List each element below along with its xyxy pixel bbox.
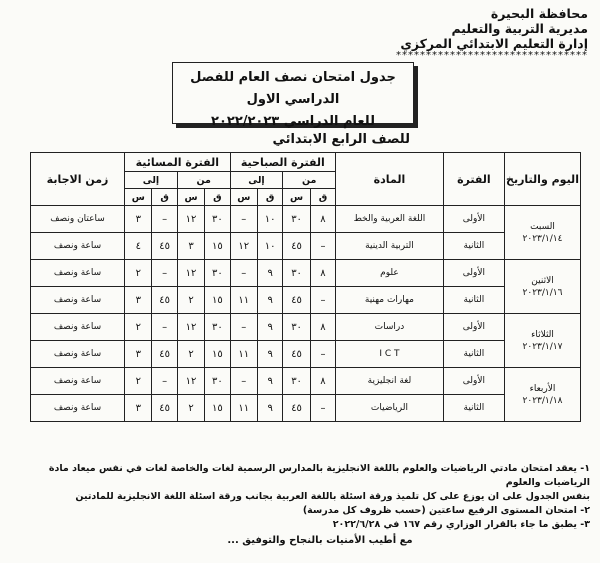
header-day-date: اليوم والتاريخ [505, 153, 581, 206]
time-cell: ١٢ [230, 233, 257, 260]
title-box [172, 62, 414, 129]
time-cell: ٢ [125, 314, 152, 341]
duration-cell: ساعة ونصف [31, 233, 125, 260]
table-row [31, 395, 581, 422]
time-cell: ٤٥ [283, 395, 310, 422]
day-name: الأربعاء [529, 383, 556, 394]
time-cell: ٣٠ [283, 260, 310, 287]
time-cell: ٨ [310, 314, 335, 341]
time-cell: ٣٠ [283, 368, 310, 395]
time-cell: – [230, 368, 257, 395]
duration-cell: ساعة ونصف [31, 260, 125, 287]
table-row [31, 287, 581, 314]
subject-cell: I C T [336, 341, 444, 368]
time-cell: ٤٥ [283, 233, 310, 260]
period-cell: الثانية [443, 287, 504, 314]
header-evening: الفترة المسائية [125, 153, 231, 172]
header-hours: س [177, 189, 204, 206]
exam-date: ٢٠٢٣/١/١٦ [522, 287, 563, 298]
header-morning-to: إلى [230, 172, 283, 189]
time-cell: ١٥ [205, 233, 230, 260]
table-row [31, 314, 581, 341]
duration-cell: ساعة ونصف [31, 287, 125, 314]
note-2: ٢- امتحان المستوى الرفيع ساعتين (حسب ظروف كل مدرسة) [302, 505, 590, 516]
time-cell: – [310, 287, 335, 314]
time-cell: ٤ [125, 233, 152, 260]
period-cell: الثانية [443, 341, 504, 368]
time-cell: – [310, 395, 335, 422]
time-cell: ٣٠ [205, 206, 230, 233]
note-1-continued: بنفس الجدول على ان يوزع على كل تلميذ ورقة اسئلة باللغة العربية بجانب ورقة اسئلة اللغة الانجليزية للمادتين [75, 491, 590, 502]
table-row [31, 341, 581, 368]
time-cell: ١٠ [258, 206, 283, 233]
time-cell: ١٥ [205, 341, 230, 368]
administration-line: إدارة التعليم الابتدائي المركزي [400, 36, 588, 51]
time-cell: ١٢ [177, 314, 204, 341]
time-cell: ٤٥ [283, 287, 310, 314]
header-minutes: ق [258, 189, 283, 206]
time-cell: ٣ [125, 341, 152, 368]
day-name: الاثنين [531, 275, 554, 286]
time-cell: ٩ [258, 287, 283, 314]
header-subject: المادة [336, 153, 444, 206]
notes-section [10, 462, 590, 532]
header-hours: س [283, 189, 310, 206]
subject-cell: الرياضيات [336, 395, 444, 422]
governorate-line: محافظة البحيرة [490, 6, 588, 21]
time-cell: ٨ [310, 206, 335, 233]
header-evening-to: إلى [125, 172, 178, 189]
time-cell: – [152, 368, 177, 395]
time-cell: ٤٥ [152, 233, 177, 260]
time-cell: ٤٥ [152, 341, 177, 368]
header-morning-from: من [283, 172, 336, 189]
time-cell: ٣٠ [283, 314, 310, 341]
title-line-2: للعام الدراسي ٢٠٢٢/٢٠٢٣ [211, 114, 375, 129]
exam-date: ٢٠٢٣/١/١٧ [522, 341, 563, 352]
header-period: الفترة [443, 153, 504, 206]
duration-cell: ساعة ونصف [31, 368, 125, 395]
header-evening-from: من [177, 172, 230, 189]
day-name: الثلاثاء [531, 329, 554, 340]
time-cell: ١٢ [177, 206, 204, 233]
time-cell: ١١ [230, 395, 257, 422]
time-cell: – [152, 260, 177, 287]
time-cell: – [152, 314, 177, 341]
time-cell: ٨ [310, 260, 335, 287]
time-cell: ٣٠ [283, 206, 310, 233]
time-cell: ٩ [258, 260, 283, 287]
subject-cell: علوم [336, 260, 444, 287]
time-cell: ٣ [177, 233, 204, 260]
time-cell: ١١ [230, 287, 257, 314]
time-cell: ٢ [125, 260, 152, 287]
exam-date: ٢٠٢٣/١/١٨ [522, 395, 563, 406]
schedule-body [31, 206, 581, 422]
duration-cell: ساعة ونصف [31, 395, 125, 422]
note-3: ٣- يطبق ما جاء بالقرار الوزاري رقم ١٦٧ في ٢٠٢٢/٦/٢٨ [332, 519, 590, 530]
table-row [31, 233, 581, 260]
time-cell: ٣ [125, 287, 152, 314]
period-cell: الأولى [443, 260, 504, 287]
time-cell: – [230, 314, 257, 341]
time-cell: ٩ [258, 368, 283, 395]
time-cell: ٣٠ [205, 260, 230, 287]
exam-schedule-table [30, 152, 581, 422]
time-cell: – [310, 233, 335, 260]
header-duration: زمن الاجابة [31, 153, 125, 206]
header-minutes: ق [152, 189, 177, 206]
duration-cell: ساعة ونصف [31, 341, 125, 368]
time-cell: ١٥ [205, 395, 230, 422]
time-cell: ١٢ [177, 368, 204, 395]
time-cell: ١٠ [258, 233, 283, 260]
subject-cell: لغة انجليزية [336, 368, 444, 395]
time-cell: ١٥ [205, 287, 230, 314]
subject-cell: دراسات [336, 314, 444, 341]
time-cell: – [152, 206, 177, 233]
time-cell: ٣٠ [205, 314, 230, 341]
table-row [31, 206, 581, 233]
header-hours: س [125, 189, 152, 206]
header-morning: الفترة الصباحية [230, 153, 336, 172]
closing-wishes: مع أطيب الأمنيات بالنجاح والتوفيق ... [227, 535, 413, 546]
time-cell: ٩ [258, 395, 283, 422]
duration-cell: ساعتان ونصف [31, 206, 125, 233]
header-hours: س [230, 189, 257, 206]
period-cell: الأولى [443, 368, 504, 395]
time-cell: ٩ [258, 314, 283, 341]
grade-label: للصف الرابع الابتدائي [272, 132, 410, 147]
exam-date: ٢٠٢٣/١/١٤ [522, 233, 563, 244]
time-cell: ٨ [310, 368, 335, 395]
time-cell: ٤٥ [152, 287, 177, 314]
time-cell: – [230, 206, 257, 233]
day-name: السبت [530, 221, 555, 232]
subject-cell: مهارات مهنية [336, 287, 444, 314]
period-cell: الثانية [443, 233, 504, 260]
time-cell: ٣ [125, 395, 152, 422]
directorate-line: مديرية التربية والتعليم [451, 21, 588, 36]
period-cell: الأولى [443, 206, 504, 233]
stars-divider: ******************************** [396, 50, 588, 61]
table-row [31, 260, 581, 287]
day-date-cell [505, 260, 581, 314]
time-cell: ٢ [125, 368, 152, 395]
subject-cell: اللغة العربية والخط [336, 206, 444, 233]
period-cell: الثانية [443, 395, 504, 422]
subject-cell: التربية الدينية [336, 233, 444, 260]
time-cell: ٢ [177, 341, 204, 368]
time-cell: ٣٠ [205, 368, 230, 395]
time-cell: – [310, 341, 335, 368]
note-1: ١- يعقد امتحان مادتي الرياضيات والعلوم باللغة الانجليزية بالمدارس الرسمية لغات والخاصة لغات في نفس ميعاد مادة الرياضيات والعلوم [48, 463, 590, 488]
duration-cell: ساعة ونصف [31, 314, 125, 341]
title-line-1: جدول امتحان نصف العام للفصل الدراسي الاول [190, 70, 396, 107]
header-minutes: ق [310, 189, 335, 206]
time-cell: ٣ [125, 206, 152, 233]
issuer-header [396, 6, 588, 61]
table-row [31, 368, 581, 395]
time-cell: ٢ [177, 287, 204, 314]
time-cell: ٤٥ [283, 341, 310, 368]
header-minutes: ق [205, 189, 230, 206]
time-cell: ٤٥ [152, 395, 177, 422]
time-cell: ٩ [258, 341, 283, 368]
period-cell: الأولى [443, 314, 504, 341]
time-cell: ١٢ [177, 260, 204, 287]
time-cell: ٢ [177, 395, 204, 422]
time-cell: ١١ [230, 341, 257, 368]
day-date-cell [505, 206, 581, 260]
day-date-cell [505, 368, 581, 422]
time-cell: – [230, 260, 257, 287]
day-date-cell [505, 314, 581, 368]
